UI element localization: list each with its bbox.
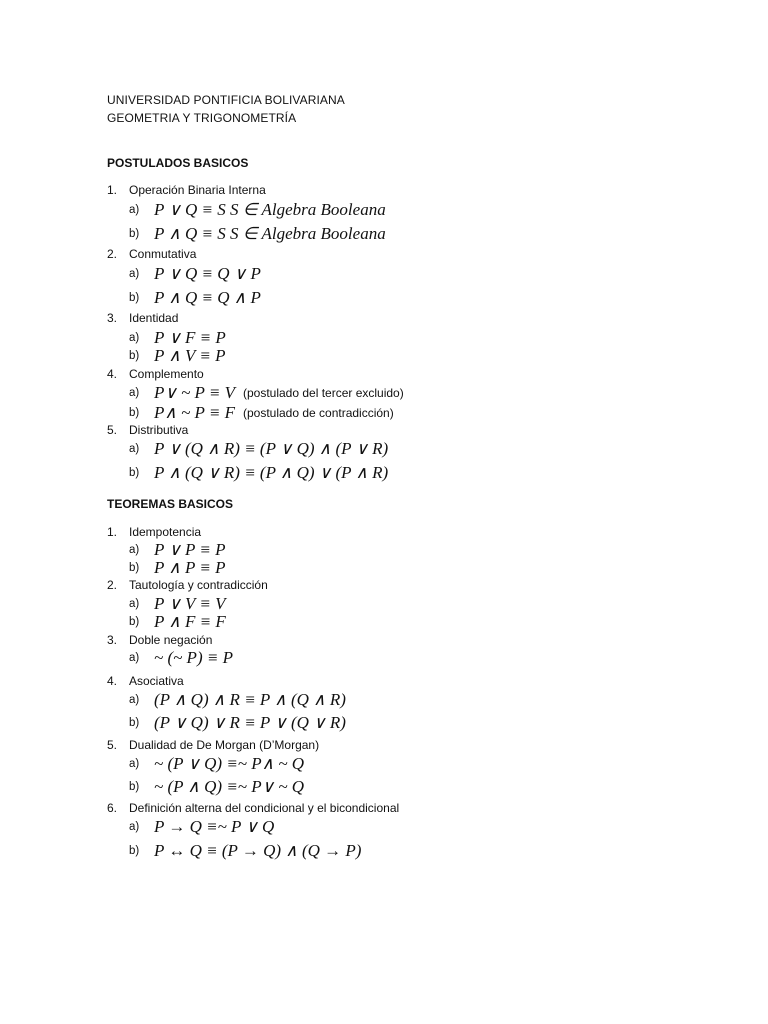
formula-row: a) P ∨ P ≡ P	[129, 540, 226, 559]
formula: ~ (P ∧ Q) ≡~ P∨ ~ Q	[154, 777, 305, 796]
formula-row: a) P ∨ Q ≡ Q ∨ P	[129, 264, 261, 283]
postulado-item: 4. Complemento	[107, 367, 204, 381]
formula: P ∧ (Q ∨ R) ≡ (P ∧ Q) ∨ (P ∧ R)	[154, 463, 389, 482]
formula-row: a) P ∨ F ≡ P	[129, 328, 226, 347]
formula: P ∨ P ≡ P	[154, 540, 226, 559]
formula-row: a) ~ (P ∨ Q) ≡~ P∧ ~ Q	[129, 754, 305, 773]
formula: P ∨ (Q ∧ R) ≡ (P ∨ Q) ∧ (P ∨ R)	[154, 439, 389, 458]
formula-row: b) P ∧ (Q ∨ R) ≡ (P ∧ Q) ∨ (P ∧ R)	[129, 463, 389, 482]
formula-row: a) P ∨ V ≡ V	[129, 594, 226, 613]
formula-row: b) (P ∨ Q) ∨ R ≡ P ∨ (Q ∨ R)	[129, 713, 346, 732]
section-title-teoremas: TEOREMAS BASICOS	[107, 497, 234, 511]
formula-note: (postulado del tercer excluido)	[242, 386, 404, 400]
formula-row: a) ~ (~ P) ≡ P	[129, 648, 233, 667]
formula: P∧ ~ P ≡ F	[154, 403, 235, 422]
formula: P ∨ Q ≡ Q ∨ P	[154, 264, 261, 283]
formula-row: b) P ∧ V ≡ P	[129, 346, 226, 365]
formula: P∨ ~ P ≡ V	[154, 383, 235, 402]
formula: P ∨ Q ≡ S S ∈ Algebra Booleana	[154, 200, 386, 219]
formula: (P ∧ Q) ∧ R ≡ P ∧ (Q ∧ R)	[154, 690, 346, 709]
formula: ~ (P ∨ Q) ≡~ P∧ ~ Q	[154, 754, 305, 773]
formula-row: a) (P ∧ Q) ∧ R ≡ P ∧ (Q ∧ R)	[129, 690, 346, 709]
formula: P ∧ V ≡ P	[154, 346, 226, 365]
postulado-item: 5. Distributiva	[107, 423, 189, 437]
teorema-item: 2. Tautología y contradicción	[107, 578, 268, 592]
formula-row: b) P ∧ F ≡ F	[129, 612, 226, 631]
teorema-item: 5. Dualidad de De Morgan (D’Morgan)	[107, 738, 320, 752]
teorema-item: 6. Definición alterna del condicional y el bicondicional	[107, 801, 400, 815]
teorema-item: 1. Idempotencia	[107, 525, 202, 539]
formula-row: a) P∨ ~ P ≡ V (postulado del tercer excluido)	[129, 383, 404, 402]
formula: P ∧ F ≡ F	[154, 612, 226, 631]
formula-row: a) P → Q ≡~ P ∨ Q	[129, 817, 275, 836]
formula: (P ∨ Q) ∨ R ≡ P ∨ (Q ∨ R)	[154, 713, 346, 732]
formula: P ∧ Q ≡ S S ∈ Algebra Booleana	[154, 224, 386, 243]
course-name: GEOMETRIA Y TRIGONOMETRÍA	[107, 111, 297, 125]
formula-row: b) P ↔ Q ≡ (P → Q) ∧ (Q → P)	[129, 841, 362, 860]
postulado-item: 3. Identidad	[107, 311, 179, 325]
postulado-item: 1. Operación Binaria Interna	[107, 183, 266, 197]
formula-row: b) P ∧ P ≡ P	[129, 558, 226, 577]
formula: P ∧ Q ≡ Q ∧ P	[154, 288, 261, 307]
formula-row: b) P ∧ Q ≡ Q ∧ P	[129, 288, 261, 307]
formula-row: b) ~ (P ∧ Q) ≡~ P∨ ~ Q	[129, 777, 305, 796]
formula: P → Q ≡~ P ∨ Q	[154, 817, 275, 836]
university-name: UNIVERSIDAD PONTIFICIA BOLIVARIANA	[107, 93, 345, 107]
formula: P ∨ F ≡ P	[154, 328, 226, 347]
formula: ~ (~ P) ≡ P	[154, 648, 233, 667]
formula: P ∧ P ≡ P	[154, 558, 226, 577]
teorema-item: 4. Asociativa	[107, 674, 184, 688]
formula: P ∨ V ≡ V	[154, 594, 226, 613]
formula-row: b) P ∧ Q ≡ S S ∈ Algebra Booleana	[129, 224, 386, 243]
formula-row: b) P∧ ~ P ≡ F (postulado de contradicción)	[129, 403, 394, 422]
section-title-postulados: POSTULADOS BASICOS	[107, 156, 249, 170]
postulado-item: 2. Conmutativa	[107, 247, 197, 261]
formula-row: a) P ∨ Q ≡ S S ∈ Algebra Booleana	[129, 200, 386, 219]
formula: P ↔ Q ≡ (P → Q) ∧ (Q → P)	[154, 841, 362, 860]
formula-note: (postulado de contradicción)	[242, 406, 394, 420]
formula-row: a) P ∨ (Q ∧ R) ≡ (P ∨ Q) ∧ (P ∨ R)	[129, 439, 389, 458]
teorema-item: 3. Doble negación	[107, 633, 213, 647]
